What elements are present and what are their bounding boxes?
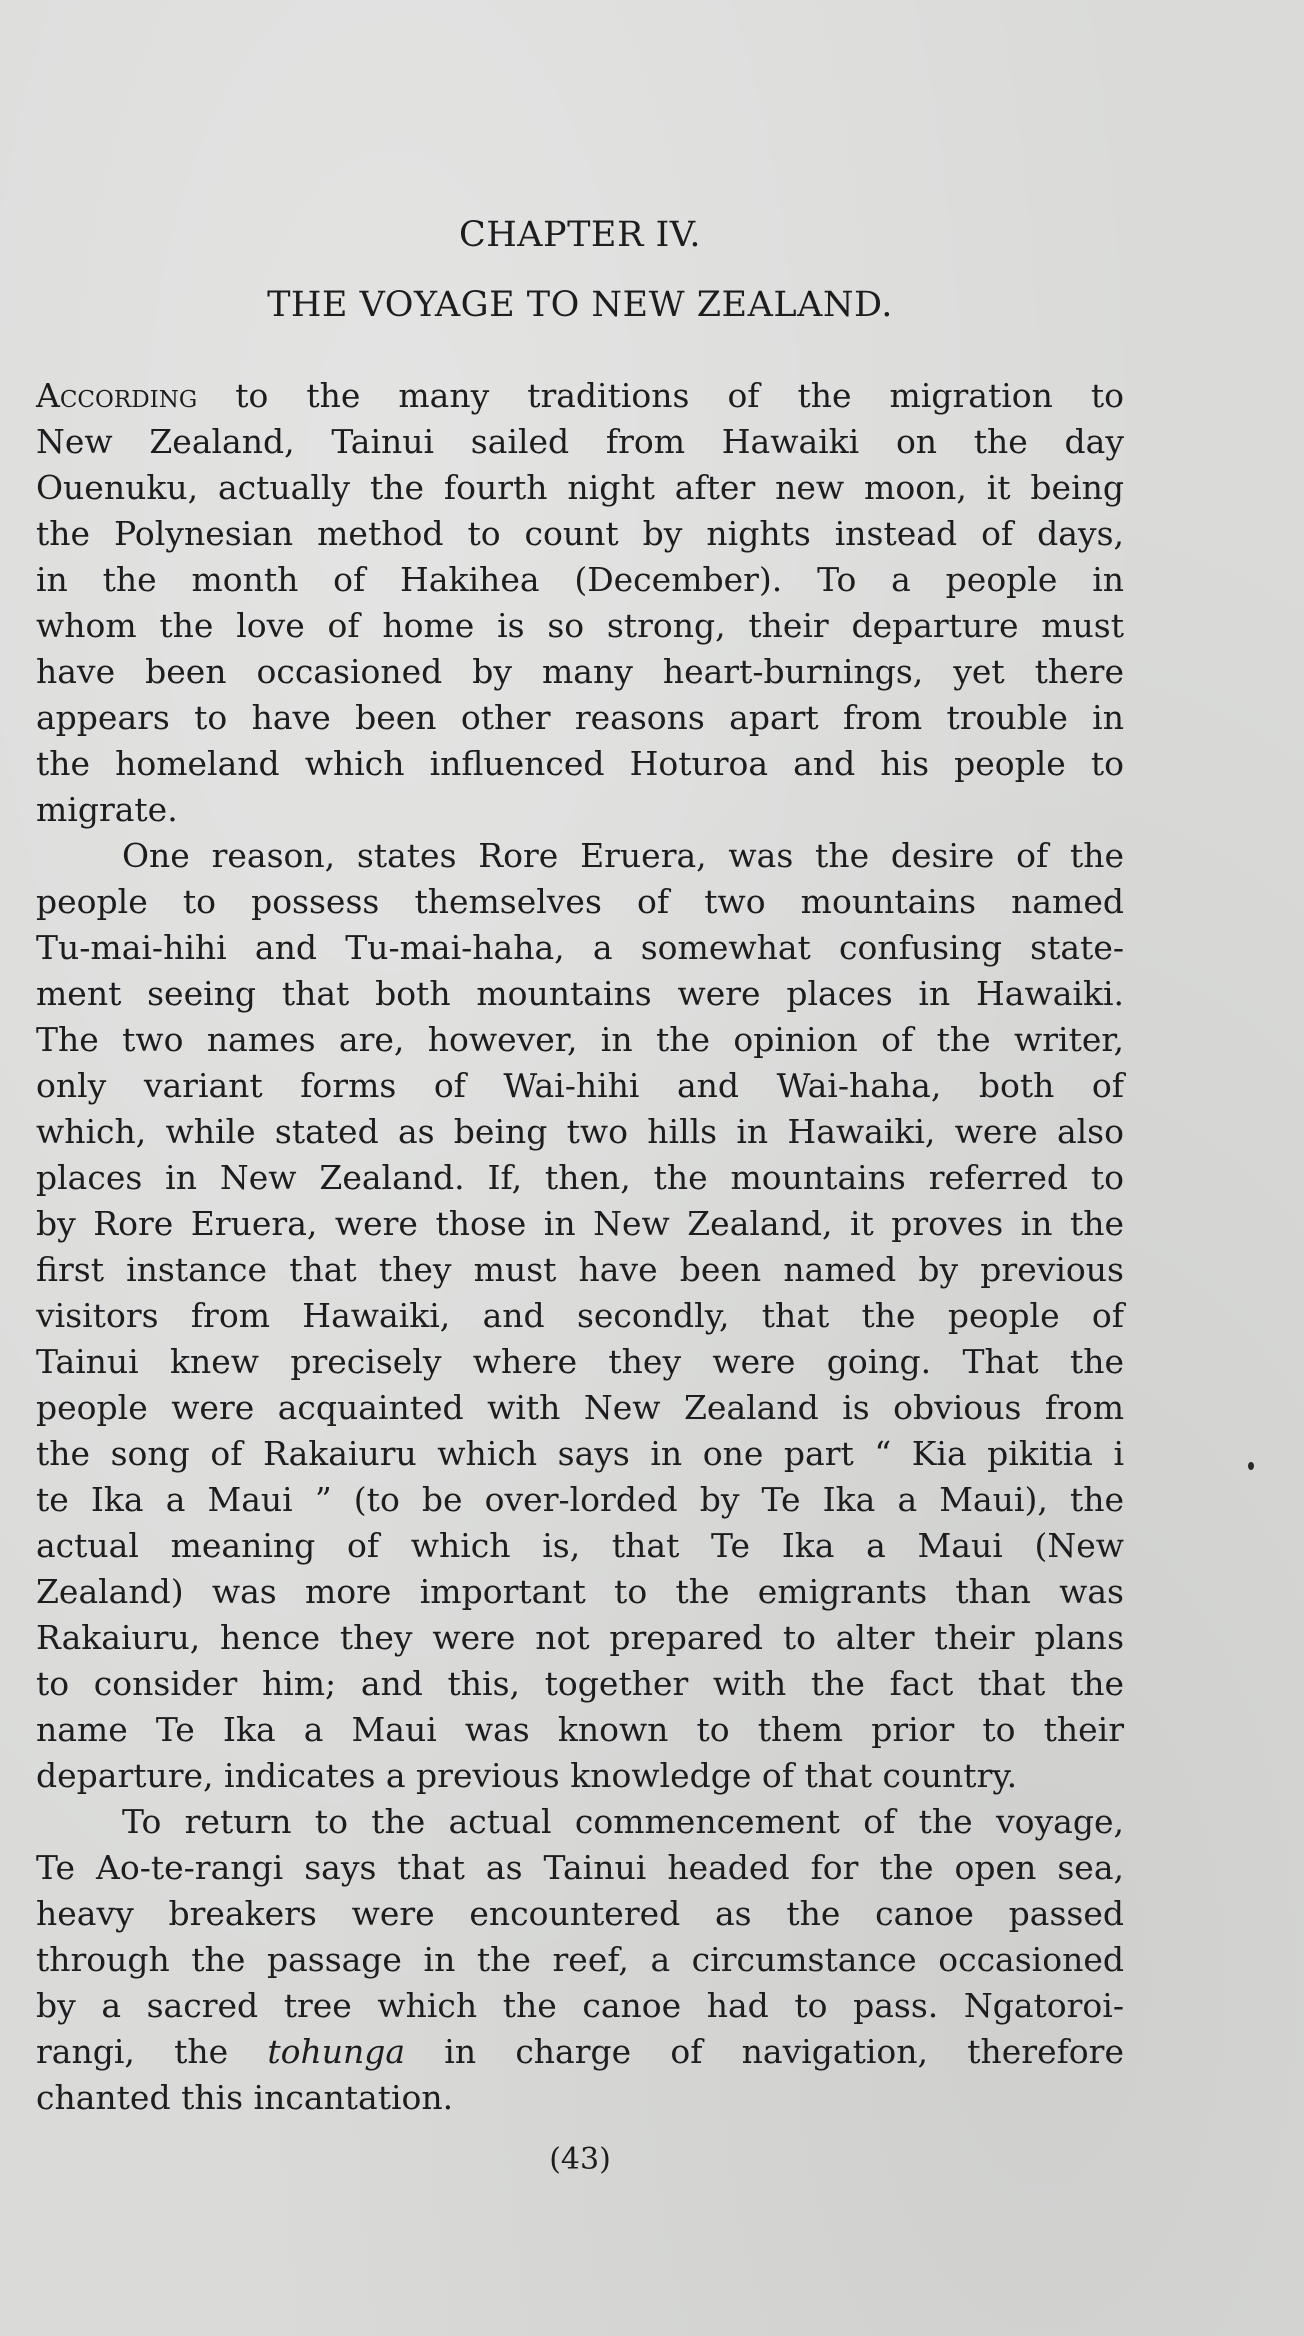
- drop-word: According: [36, 376, 198, 415]
- text-line: chanted this incantation.: [36, 2078, 454, 2117]
- text-line: the homeland which influenced Hoturoa and his people to: [36, 744, 1124, 783]
- text-line: Zealand) was more important to the emigrants than was: [36, 1572, 1124, 1611]
- text-line: te Ika a Maui ” (to be over-lorded by Te Ika a Maui), the: [36, 1480, 1124, 1519]
- text-line: [36, 373, 1124, 419]
- line-post: in charge of navigation, therefore: [405, 2032, 1124, 2071]
- text-line: [36, 2029, 1124, 2075]
- text-line: To return to the actual commencement of the voyage,: [122, 1802, 1124, 1841]
- body-text: [36, 373, 1124, 2121]
- text-line: which, while stated as being two hills in Hawaiki, were also: [36, 1112, 1124, 1151]
- text-line: in the month of Hakihea (December). To a people in: [36, 560, 1124, 599]
- chapter-title: THE VOYAGE TO NEW ZEALAND.: [267, 285, 893, 325]
- text-line: to consider him; and this, together with the fact that the: [36, 1664, 1124, 1703]
- text-line: One reason, states Rore Eruera, was the desire of the: [122, 836, 1124, 875]
- text-line: only variant forms of Wai-hihi and Wai-haha, both of: [36, 1066, 1124, 1105]
- text-line: Tainui knew precisely where they were going. That the: [36, 1342, 1124, 1381]
- text-line: actual meaning of which is, that Te Ika a Maui (New: [36, 1526, 1124, 1565]
- text-line: Te Ao-te-rangi says that as Tainui headed for the open sea,: [36, 1848, 1124, 1887]
- chapter-number: CHAPTER IV.: [458, 215, 702, 255]
- text-line: The two names are, however, in the opinion of the writer,: [36, 1020, 1124, 1059]
- text-line: the Polynesian method to count by nights instead of days,: [36, 514, 1124, 553]
- text-line: first instance that they must have been named by previous: [36, 1250, 1124, 1289]
- text-line: appears to have been other reasons apart from trouble in: [36, 698, 1124, 737]
- print-speck: [1248, 1462, 1254, 1470]
- text-line: places in New Zealand. If, then, the mountains referred to: [36, 1158, 1124, 1197]
- text-line: ment seeing that both mountains were places in Hawaiki.: [36, 974, 1124, 1013]
- italic-term: tohunga: [267, 2032, 406, 2071]
- text-line: name Te Ika a Maui was known to them prior to their: [36, 1710, 1124, 1749]
- text-line: heavy breakers were encountered as the canoe passed: [36, 1894, 1124, 1933]
- line-pre: rangi, the: [36, 2032, 268, 2071]
- text-line: people were acquainted with New Zealand is obvious from: [36, 1388, 1124, 1427]
- page-number: (43): [549, 2142, 611, 2177]
- text-line: the song of Rakaiuru which says in one part “ Kia pikitia i: [36, 1434, 1124, 1473]
- text-line: whom the love of home is so strong, their departure must: [36, 606, 1124, 645]
- text-line: have been occasioned by many heart-burnings, yet there: [36, 652, 1124, 691]
- text-line: Tu-mai-hihi and Tu-mai-haha, a somewhat confusing state-: [36, 928, 1124, 967]
- text-line: through the passage in the reef, a circumstance occasioned: [36, 1940, 1124, 1979]
- text-line: migrate.: [36, 790, 178, 829]
- book-page: [36, 0, 1124, 2336]
- text-line: by a sacred tree which the canoe had to pass. Ngatoroi-: [36, 1986, 1124, 2025]
- text-line: by Rore Eruera, were those in New Zealand, it proves in the: [36, 1204, 1124, 1243]
- line-rest: to the many traditions of the migration to: [197, 376, 1124, 415]
- text-line: people to possess themselves of two mountains named: [36, 882, 1124, 921]
- text-line: visitors from Hawaiki, and secondly, that the people of: [36, 1296, 1124, 1335]
- text-line: Rakaiuru, hence they were not prepared to alter their plans: [36, 1618, 1124, 1657]
- text-line: departure, indicates a previous knowledge of that country.: [36, 1756, 1018, 1795]
- text-line: New Zealand, Tainui sailed from Hawaiki on the day: [36, 422, 1124, 461]
- text-line: Ouenuku, actually the fourth night after new moon, it being: [36, 468, 1124, 507]
